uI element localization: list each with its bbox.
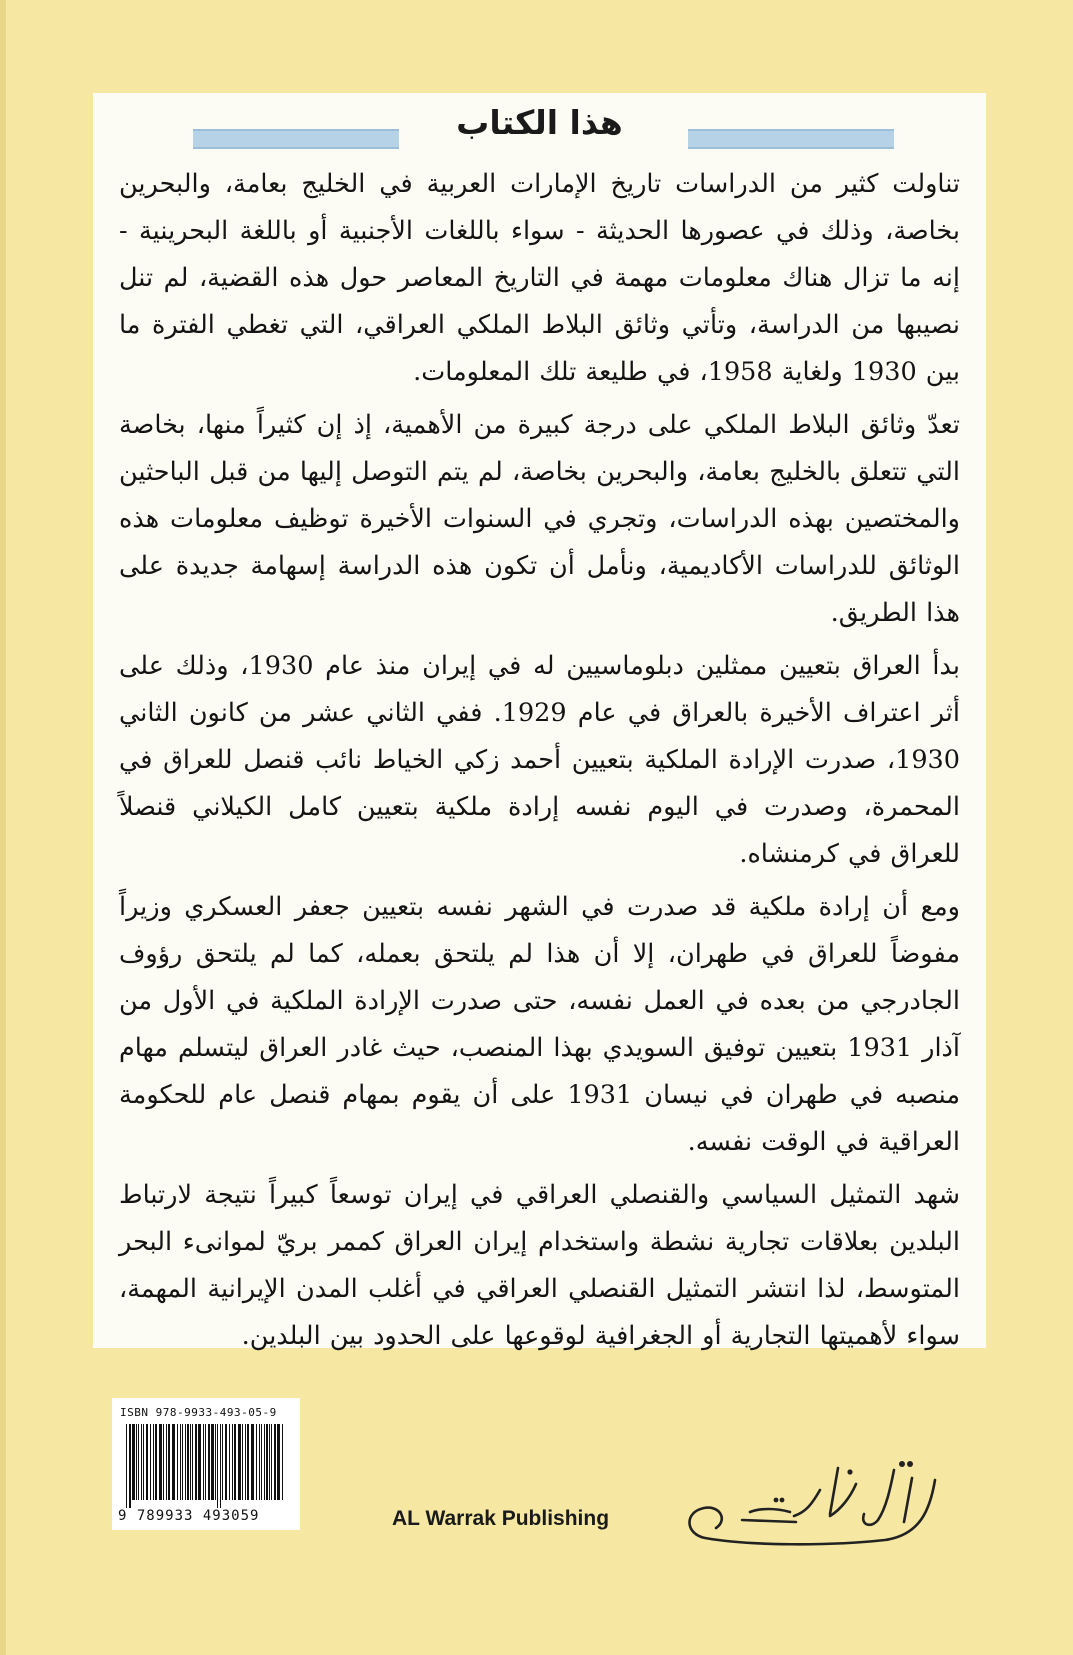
barcode-bar xyxy=(242,1424,243,1500)
publisher-logo xyxy=(680,1450,950,1560)
paragraph-1: تناولت كثير من الدراسات تاريخ الإمارات العربية في الخليج بعامة، والبحرين بخاصة، وذلك في عصورها الحديثة - سواء باللغات الأجنبية أو باللغة البحرينية - إنه ما تزال هناك معلومات مهمة في التاريخ المعاصر حول هذه القضية، لم تنل نصيبها من الدراسة، وتأتي وثائق البلاط الملكي العراقي، التي تغطي الفترة ما بين 1930 ولغاية 1958، في طليعة تلك المعلومات. xyxy=(119,169,960,387)
barcode-bar xyxy=(229,1424,230,1500)
barcode-bar xyxy=(198,1424,201,1500)
barcode-bar xyxy=(222,1424,223,1500)
barcode-bar xyxy=(129,1424,131,1508)
barcode-bar xyxy=(136,1424,137,1500)
barcode-bar xyxy=(166,1424,167,1500)
barcode-bar xyxy=(215,1424,216,1500)
barcode-bar xyxy=(141,1424,142,1500)
paragraph-2: تعدّ وثائق البلاط الملكي على درجة كبيرة من الأهمية، إذ إن كثيراً منها، بخاصة التي تتعلق بالخليج بعامة، والبحرين بخاصة، لم يتم التوصل إليها من قبل الباحثين والمختصين بهذه الدراسات، وتجري في السنوات الأخيرة توظيف معلومات هذه الوثائق للدراسات الأكاديمية، ونأمل أن تكون هذه الدراسة إسهامة جديدة على هذا الطريق. xyxy=(119,410,960,628)
barcode-bar xyxy=(205,1424,206,1500)
barcode-bar xyxy=(256,1424,257,1500)
barcode-bar xyxy=(208,1424,210,1500)
barcode-bar xyxy=(168,1424,170,1500)
barcode xyxy=(124,1424,288,1508)
paragraph-3: بدأ العراق بتعيين ممثلين دبلوماسيين له في إيران منذ عام 1930، وذلك على أثر اعتراف الأخيرة بالعراق في عام 1929. ففي الثاني عشر من كانون الثاني 1930، صدرت الإرادة الملكية بتعيين أحمد زكي الخياط نائب قنصل للعراق في المحمرة، وصدرت في اليوم نفسه إرادة ملكية بتعيين كامل الكيلاني قنصلاً للعراق في كرمنشاه. xyxy=(119,651,960,869)
barcode-bar xyxy=(247,1424,249,1500)
blurb-panel xyxy=(93,93,986,1351)
barcode-bar xyxy=(150,1424,151,1500)
title-row xyxy=(119,99,960,161)
paragraph-4: ومع أن إرادة ملكية قد صدرت في الشهر نفسه بتعيين جعفر العسكري وزيراً مفوضاً للعراق في طهران، إلا أن هذا لم يلتحق بعمله، كما لم يلتحق رؤوف الجادرجي من بعده في العمل نفسه، حتى صدرت الإرادة الملكية في الأول من آذار 1931 بتعيين توفيق السويدي بهذا المنصب، حيث غادر العراق ليتسلم مهام منصبه في طهران في نيسان 1931 على أن يقوم بمهام قنصل عام للحكومة العراقية في الوقت نفسه. xyxy=(119,892,961,1157)
isbn-barcode-box xyxy=(112,1398,300,1530)
barcode-bar xyxy=(264,1424,265,1500)
barcode-bar xyxy=(138,1424,139,1500)
page-edge xyxy=(0,0,6,1655)
barcode-bar xyxy=(126,1424,127,1508)
barcode-bar xyxy=(185,1424,186,1500)
barcode-bar xyxy=(180,1424,181,1500)
barcode-bar xyxy=(132,1424,135,1500)
barcode-bar xyxy=(163,1424,164,1500)
barcode-bar xyxy=(245,1424,246,1500)
paragraph-5: شهد التمثيل السياسي والقنصلي العراقي في إيران توسعاً كبيراً نتيجة لارتباط البلدين بعلاقات تجارية نشطة واستخدام إيران العراق كممر بريّ لموانىء البحر المتوسط، لذا انتشر التمثيل القنصلي العراقي في أغلب المدن الإيرانية المهمة، سواء لأهميتها التجارية أو الجغرافية لوقوعها على الحدود بين البلدين. xyxy=(119,1180,960,1351)
isbn-label: ISBN 978-9933-493-05-9 xyxy=(120,1406,277,1419)
barcode-bar xyxy=(266,1424,268,1500)
decorative-bar-left xyxy=(193,129,399,149)
barcode-bar xyxy=(232,1424,233,1500)
barcode-bar xyxy=(225,1424,227,1500)
blurb-title: هذا الكتاب xyxy=(456,103,623,142)
barcode-bar xyxy=(269,1424,270,1500)
barcode-bar xyxy=(238,1424,241,1500)
barcode-bar xyxy=(187,1424,189,1500)
barcode-bar xyxy=(195,1424,197,1500)
barcode-bar xyxy=(274,1424,276,1500)
barcode-bar xyxy=(211,1424,214,1500)
barcode-bar xyxy=(259,1424,260,1500)
publisher-name: AL Warrak Publishing xyxy=(392,1507,610,1530)
barcode-bar xyxy=(172,1424,175,1500)
barcode-bar xyxy=(277,1424,280,1500)
barcode-bar xyxy=(261,1424,262,1500)
barcode-bar xyxy=(177,1424,178,1500)
barcode-bar xyxy=(159,1424,162,1500)
barcode-bar xyxy=(220,1424,221,1508)
barcode-bar xyxy=(155,1424,157,1500)
barcode-bar xyxy=(234,1424,236,1500)
barcode-bar xyxy=(271,1424,272,1500)
barcode-bar xyxy=(203,1424,204,1500)
barcode-bar xyxy=(143,1424,144,1500)
barcode-bar xyxy=(153,1424,154,1500)
barcode-bar xyxy=(190,1424,191,1500)
barcode-bar xyxy=(251,1424,254,1500)
barcode-bar xyxy=(182,1424,183,1500)
barcode-bar xyxy=(192,1424,193,1500)
barcode-bar xyxy=(146,1424,148,1500)
isbn-digits: 9 789933 493059 xyxy=(118,1508,260,1524)
barcode-bar xyxy=(282,1424,283,1500)
barcode-bar xyxy=(217,1424,218,1508)
